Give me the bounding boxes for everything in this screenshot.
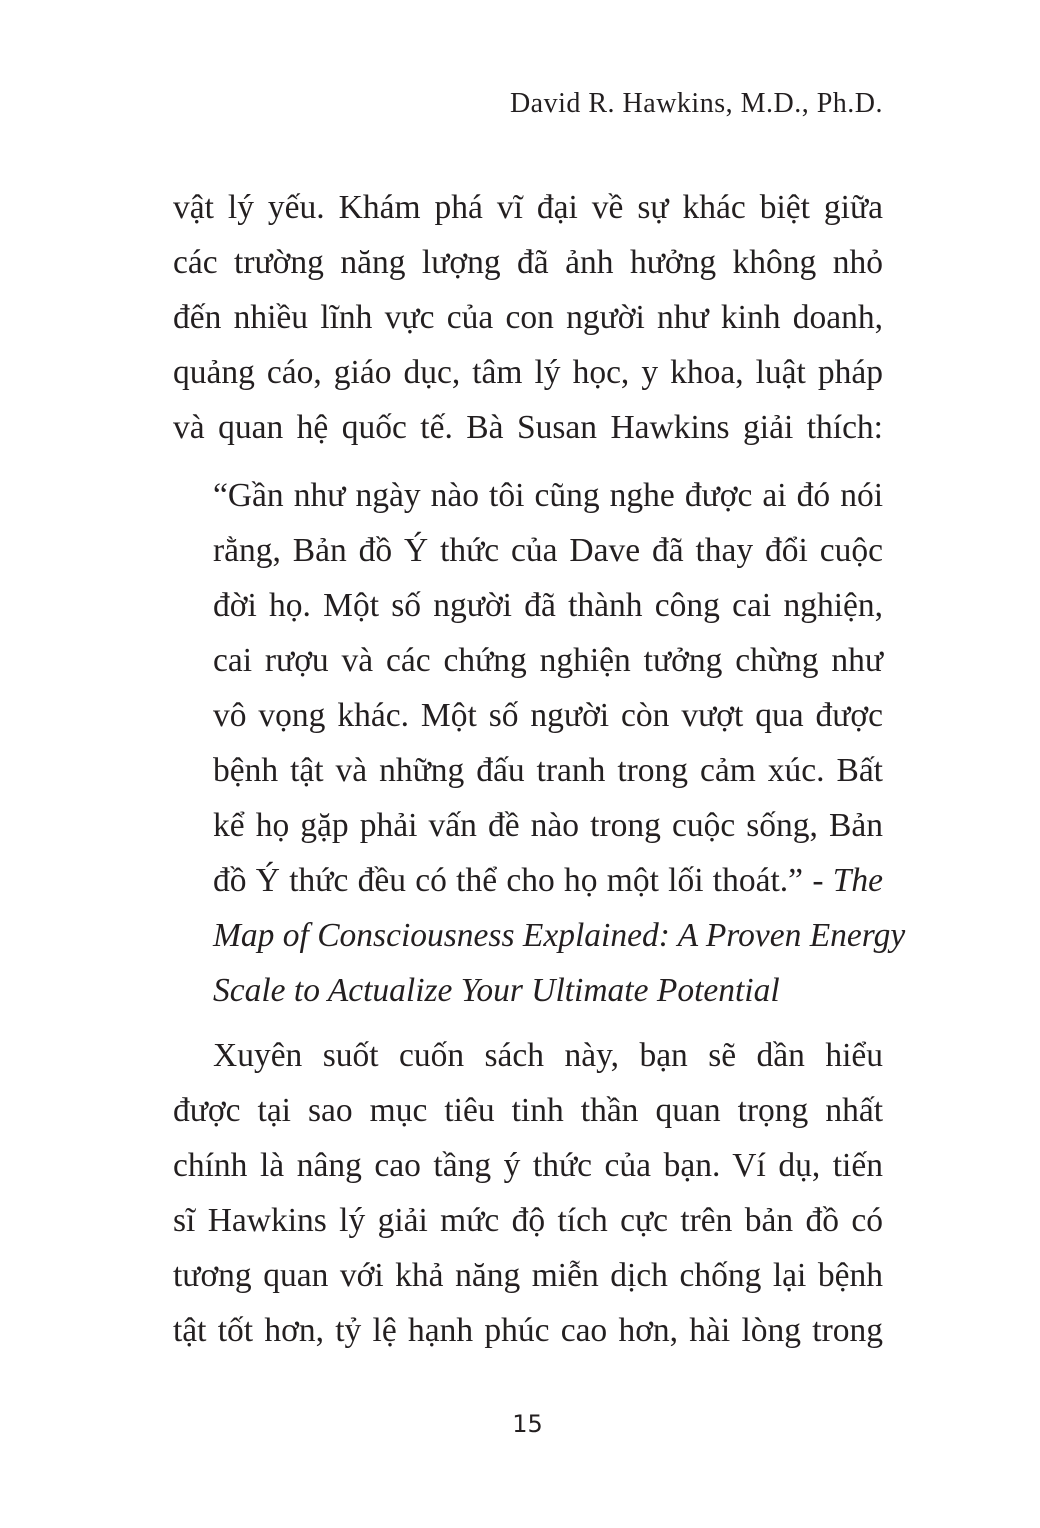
text-line: tật tốt hơn, tỷ lệ hạnh phúc cao hơn, hài lòng trong bbox=[173, 1312, 883, 1349]
quote-source-title: Scale to Actualize Your Ultimate Potential bbox=[213, 972, 780, 1009]
text-line: tương quan với khả năng miễn dịch chống lại bệnh bbox=[173, 1257, 883, 1294]
quote-line: vô vọng khác. Một số người còn vượt qua được bbox=[213, 697, 883, 734]
quote-source-line bbox=[213, 908, 906, 963]
text-line: và quan hệ quốc tế. Bà Susan Hawkins giải thích: bbox=[173, 409, 883, 446]
paragraph-2 bbox=[173, 1028, 883, 1358]
quote-line: rằng, Bản đồ Ý thức của Dave đã thay đổi cuộc bbox=[213, 532, 883, 569]
paragraph-1 bbox=[173, 180, 883, 455]
running-header: David R. Hawkins, M.D., Ph.D. bbox=[509, 88, 883, 119]
quote-closing-text: đồ Ý thức đều có thể cho họ một lối thoát.” - bbox=[213, 862, 824, 899]
quote-source-title: The bbox=[832, 862, 884, 899]
quote-line: kể họ gặp phải vấn đề nào trong cuộc sống, Bản bbox=[213, 807, 883, 844]
block-quote bbox=[213, 468, 906, 1018]
text-line: chính là nâng cao tầng ý thức của bạn. Ví dụ, tiến bbox=[173, 1147, 883, 1184]
text-line: các trường năng lượng đã ảnh hưởng không nhỏ bbox=[173, 244, 883, 281]
quote-closing-line bbox=[213, 853, 883, 908]
quote-line: “Gần như ngày nào tôi cũng nghe được ai đó nói bbox=[213, 477, 883, 514]
quote-source-title: Map of Consciousness Explained: A Proven Energy bbox=[213, 917, 906, 954]
quote-line: bệnh tật và những đấu tranh trong cảm xúc. Bất bbox=[213, 752, 883, 789]
quote-line: đời họ. Một số người đã thành công cai nghiện, bbox=[213, 587, 883, 624]
text-line: đến nhiều lĩnh vực của con người như kinh doanh, bbox=[173, 299, 883, 336]
page-number: 15 bbox=[512, 1410, 543, 1438]
text-line bbox=[173, 1028, 883, 1083]
text-line: sĩ Hawkins lý giải mức độ tích cực trên bản đồ có bbox=[173, 1202, 883, 1239]
text-line-content: Xuyên suốt cuốn sách này, bạn sẽ dần hiểu bbox=[213, 1037, 883, 1074]
quote-line: cai rượu và các chứng nghiện tưởng chừng như bbox=[213, 642, 883, 679]
text-line: quảng cáo, giáo dục, tâm lý học, y khoa, luật pháp bbox=[173, 354, 883, 391]
text-line: được tại sao mục tiêu tinh thần quan trọng nhất bbox=[173, 1092, 883, 1129]
text-line: vật lý yếu. Khám phá vĩ đại về sự khác biệt giữa bbox=[173, 189, 883, 226]
quote-source-line bbox=[213, 963, 883, 1018]
